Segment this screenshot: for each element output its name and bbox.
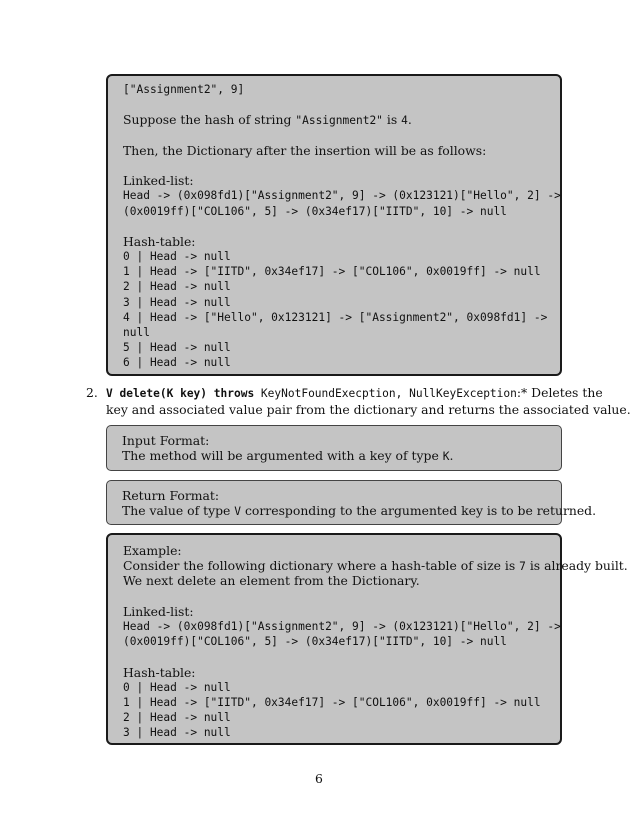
blank-line: [123, 589, 560, 604]
item-number: 2.: [86, 385, 98, 400]
delete-signature: V delete(K key) throws: [106, 387, 255, 400]
text-line: Hash-table:: [123, 233, 196, 249]
prose-text: Suppose the hash of string: [123, 112, 296, 128]
text-line: Linked-list:: [123, 173, 194, 189]
code-line: 0 | Head -> null: [123, 680, 231, 694]
code-line: 3 | Head -> null: [123, 726, 231, 740]
delete-method-item: [86, 385, 631, 418]
delete-description-start: :* Deletes the: [516, 385, 603, 400]
return-format-heading: Return Format:: [122, 488, 220, 503]
code-line: Head -> (0x098fd1)["Assignment2", 9] -> (0x123121)["Hello", 2] ->: [123, 619, 561, 633]
code-line: 3 | Head -> null: [123, 295, 231, 309]
return-format-text: The value of type: [122, 503, 235, 519]
code-line: 5 | Head -> null: [123, 341, 231, 355]
prose-text: Consider the following dictionary where a hash-table of size is: [123, 558, 520, 574]
code-line: ["Assignment2", 9]: [123, 83, 245, 96]
text-line: Hash-table:: [123, 664, 196, 680]
blank-line: [123, 158, 560, 173]
input-format-end: .: [449, 448, 454, 464]
code-line: 1 | Head -> ["IITD", 0x34ef17] -> ["COL106", 0x0019ff] -> null: [123, 695, 541, 709]
blank-line: [123, 128, 560, 143]
return-format-end: corresponding to the argumented key is to be returned.: [241, 503, 597, 519]
return-format-box: [106, 480, 597, 525]
code-line: 2 | Head -> null: [123, 280, 231, 294]
input-format-box: [106, 425, 562, 471]
code-line: 4 | Head -> ["Hello", 0x123121] -> ["Assignment2", 0x098fd1] ->: [123, 310, 548, 324]
blank-line: [123, 649, 560, 664]
delete-description: key and associated value pair from the dictionary and returns the associated value.: [106, 402, 631, 417]
code-text: "Assignment2": [295, 114, 383, 128]
text-line: [123, 558, 628, 574]
blank-line: [123, 219, 560, 234]
code-text: 4: [401, 114, 408, 128]
code-line: 6 | Head -> null: [123, 356, 231, 370]
code-line: 1 | Head -> ["IITD", 0x34ef17] -> ["COL106", 0x0019ff] -> null: [123, 265, 541, 279]
input-format-text: The method will be argumented with a key of type: [122, 448, 443, 464]
page-number: 6: [315, 771, 323, 786]
return-format-type: V: [234, 505, 242, 519]
code-line: (0x0019ff)["COL106", 5] -> (0x34ef17)["IITD", 10] -> null: [123, 635, 507, 649]
delete-example-box: [106, 533, 628, 745]
prose-text: is already built.: [525, 558, 628, 574]
code-line: 2 | Head -> null: [123, 711, 231, 725]
code-line: null: [123, 326, 150, 339]
prose-text: is: [382, 112, 402, 128]
input-format-heading: Input Format:: [122, 433, 210, 448]
text-line: Then, the Dictionary after the insertion will be as follows:: [123, 142, 487, 158]
insert-example-box: [106, 74, 562, 376]
prose-text: .: [407, 112, 412, 128]
code-line: Head -> (0x098fd1)["Assignment2", 9] -> (0x123121)["Hello", 2] ->: [123, 189, 561, 203]
delete-exceptions: KeyNotFoundExecption, NullKeyException: [254, 387, 517, 400]
code-line: (0x0019ff)["COL106", 5] -> (0x34ef17)["IITD", 10] -> null: [123, 204, 507, 218]
code-text: 7: [519, 560, 526, 574]
text-line: Linked-list:: [123, 603, 194, 619]
input-format-type: K: [442, 450, 450, 464]
text-line: We next delete an element from the Dictionary.: [123, 573, 420, 589]
blank-line: [123, 97, 560, 112]
text-line: Example:: [123, 543, 182, 558]
code-line: 0 | Head -> null: [123, 250, 231, 264]
text-line: [123, 112, 560, 127]
